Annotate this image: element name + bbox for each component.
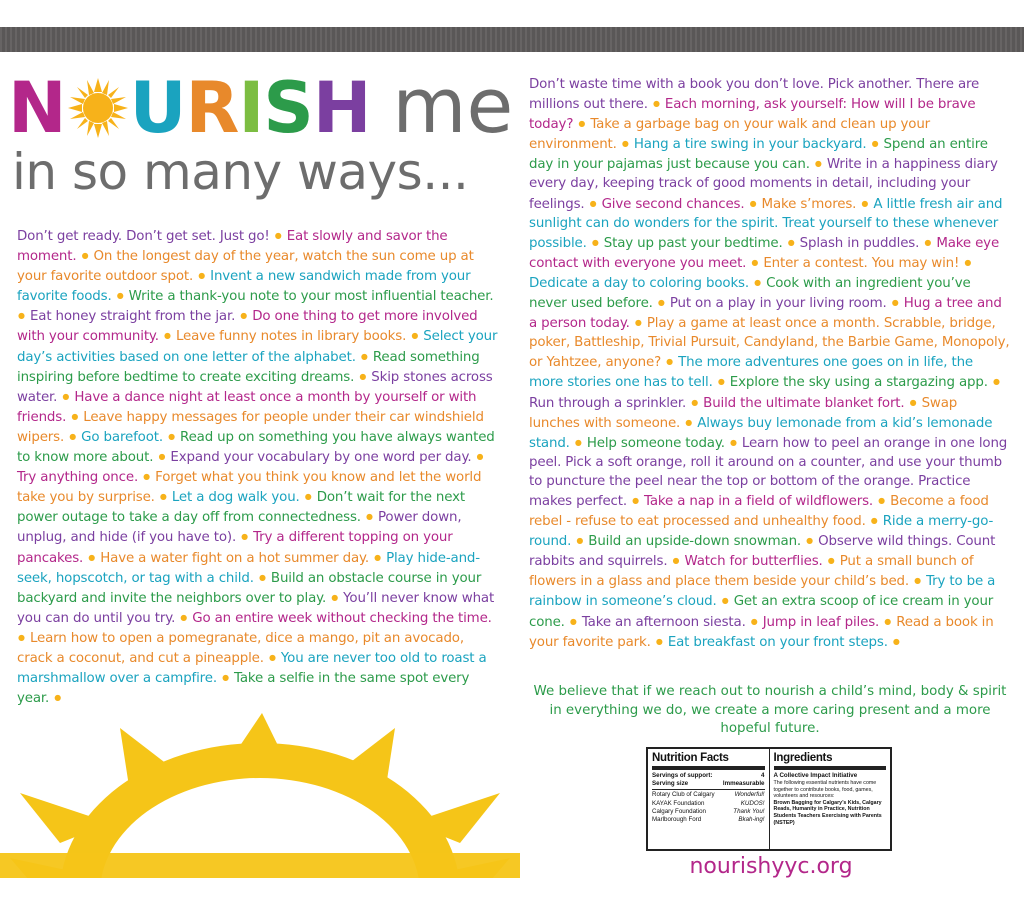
bullet-dot-icon: ● [814,159,822,169]
nutrition-facts-box [646,747,892,851]
nutrition-row-value: Wonderful! [734,791,765,799]
bullet-dot-icon: ● [750,616,758,626]
tip-item: Watch for butterflies. [684,554,823,570]
closing-statement: We believe that if we reach out to nourish a child’s mind, body & spirit in everything we do, we create a more caring present and a more hopeful future. [533,684,1007,736]
tip-item: Expand your vocabulary by one word per day. [170,450,472,466]
nutrition-row-label: Servings of support: [652,772,713,779]
tip-item: Become a food rebel - refuse to eat processed and unhealthy food. [529,493,989,530]
bullet-dot-icon: ● [861,198,869,208]
bullet-dot-icon: ● [749,198,757,208]
tip-item: Don’t wait for the next power outage to take a day off from connectedness. [17,490,465,526]
tip-item: Leave funny notes in library books. [175,329,407,345]
bullet-dot-icon: ● [574,437,582,447]
bullet-dot-icon: ● [143,472,151,482]
bullet-dot-icon: ● [891,298,899,308]
tip-item: Spend an entire day in your pajamas just because you can. [529,137,988,173]
logo-letter-h: H [312,67,371,149]
logo-letter-r: R [185,67,239,149]
bullet-dot-icon: ● [268,652,276,662]
tip-item: You are never too old to roast a marshmallow over a campfire. [17,650,487,687]
bullet-dot-icon: ● [258,572,266,582]
bullet-dot-icon: ● [884,616,892,626]
bullet-dot-icon: ● [116,291,124,301]
website-url: nourishyyc.org [689,854,853,879]
tip-item: Try to be a rainbow in someone’s cloud. [529,574,996,610]
tip-item: Have a water fight on a hot summer day. [100,550,369,566]
tip-item: Play a game at least once a month. Scrabble, bridge, poker, Battleship, Trivial Pursuit, Candyland, the Barbie Game, Monopoly, or Yahtzee, anyone? [529,316,1010,371]
tip-item: Observe wild things. Count rabbits and squirrels. [529,534,996,570]
bullet-dot-icon: ● [721,596,729,606]
tip-item: Write a thank-you note to your most influential teacher. [128,289,494,305]
bullet-dot-icon: ● [359,371,367,381]
tip-item: Read something inspiring before bedtime to create exciting dreams. [17,349,480,385]
nourish-logo [8,61,514,150]
bullet-dot-icon: ● [366,512,373,522]
tip-item: Jump in leaf piles. [762,614,880,630]
tip-item: Take a nap in a field of wildflowers. [644,493,874,509]
bullet-dot-icon: ● [222,673,229,683]
tip-item: Select your day’s activities based on one letter of the alphabet. [17,329,498,365]
ingredients-panel [769,749,891,849]
nutrition-row-value: KUDOS! [740,799,765,807]
bullet-dot-icon: ● [787,237,795,247]
bullet-dot-icon: ● [657,298,665,308]
bullet-dot-icon: ● [374,552,381,562]
bullet-dot-icon: ● [878,495,885,505]
ingredients-list: Brown Bagging for Calgary’s Kids, Calgary Reads, Humanity in Practice, Nutrition Students Teachers Exercising with Parents (NSTEP) [773,799,882,826]
large-sun-illustration [0,708,520,893]
tip-item: Give second chances. [601,196,745,212]
tip-item: Eat honey straight from the jar. [29,309,236,325]
bullet-dot-icon: ● [360,351,368,361]
bullet-dot-icon: ● [164,331,171,341]
bullet-dot-icon: ● [18,632,25,642]
bullet-dot-icon: ● [634,318,642,328]
nutrition-row [652,800,765,808]
tip-item: Don’t waste time with a book you don’t love. Pick another. There are millions out there. [529,77,980,113]
nutrition-row-label: Serving size [652,780,689,788]
nutrition-row-label: Rotary Club of Calgary [652,791,715,799]
bullet-dot-icon: ● [576,536,584,546]
nutrition-facts-title: Nutrition Facts [652,752,765,770]
bullet-dot-icon: ● [62,391,70,401]
bullet-dot-icon: ● [241,532,249,542]
nutrition-row [652,816,765,824]
bullet-dot-icon: ● [589,198,597,208]
tip-item: Go an entire week without checking the time. [192,610,492,626]
nutrition-row-label: Marlborough Ford [652,816,702,824]
bullet-dot-icon: ● [18,311,25,321]
nutrition-row-value: Thank You! [733,807,765,815]
bullet-dot-icon: ● [827,556,835,566]
bullet-dot-icon: ● [88,552,96,562]
tip-item: Invent a new sandwich made from your favorite foods. [17,269,471,305]
bullet-dot-icon: ● [578,119,586,129]
tip-item: Stay up past your bedtime. [603,235,783,251]
tip-item: Take a selfie in the same spot every year. [17,671,470,707]
bullet-dot-icon: ● [806,536,813,546]
tip-item: Make s’mores. [761,196,857,212]
bullet-dot-icon: ● [180,612,188,622]
tip-item: Eat slowly and savor the moment. [17,229,448,265]
bullet-dot-icon: ● [751,257,759,267]
tip-item: Splash in puddles. [799,235,920,251]
tip-item: Build the ultimate blanket fort. [703,395,905,411]
tip-item: On the longest day of the year, watch the sun come up at your favorite outdoor spot. [17,249,474,285]
nutrition-row [652,772,765,780]
tip-item: Write in a happiness diary every day, keeping track of good moments in detail, including your feelings. [529,157,998,212]
tip-item: Explore the sky using a stargazing app. [729,375,988,391]
bullet-dot-icon: ● [304,492,312,502]
bullet-dot-icon: ● [168,431,175,441]
tip-item: Learn how to open a pomegranate, dice a mango, pit an avocado, crack a coconut, and cut a pineapple. [17,630,464,666]
sun-icon [68,74,128,134]
bullet-dot-icon: ● [754,277,761,287]
bullet-dot-icon: ● [870,516,878,526]
nutrition-row [652,780,765,788]
tip-item: Try anything once. [17,470,139,486]
bullet-dot-icon: ● [964,257,972,267]
bullet-dot-icon: ● [71,411,79,421]
bullet-dot-icon: ● [871,139,879,149]
top-banner-bar [0,27,1024,52]
tip-item: Make eye contact with everyone you meet. [529,235,1000,271]
tip-item: The more adventures one goes on in life, the more stories one has to tell. [529,355,974,391]
ingredients-subtitle: A Collective Impact Initiative [773,772,858,779]
tip-item: Help someone today. [586,435,725,451]
bullet-dot-icon: ● [476,452,484,462]
ingredients-text: The following essential nutrients have come together to contribute books, food, games, volunteers and resources: [773,780,877,800]
bullet-dot-icon: ● [240,311,248,321]
tip-item: Try a different topping on your pancakes. [17,530,453,566]
bullet-dot-icon: ● [158,452,166,462]
bullet-dot-icon: ● [331,592,339,602]
bullet-dot-icon: ● [652,99,660,109]
bullet-dot-icon: ● [411,331,419,341]
nutrition-row-value: 4 [761,772,765,779]
tip-item: Hug a tree and a person today. [529,296,1002,332]
tip-item: Do one thing to get more involved with your community. [17,309,478,345]
left-tips-column [17,226,503,708]
tip-item: Read up on something you have always wanted to know more about. [17,429,495,466]
bullet-dot-icon: ● [924,237,932,247]
bullet-dot-icon: ● [159,492,167,502]
tip-item: Eat breakfast on your front steps. [667,634,888,650]
bullet-dot-icon: ● [691,397,699,407]
bullet-dot-icon: ● [655,636,663,646]
bullet-dot-icon: ● [892,636,900,646]
bullet-dot-icon: ● [729,437,737,447]
bullet-dot-icon: ● [672,556,680,566]
bullet-dot-icon: ● [69,431,77,441]
bullet-dot-icon: ● [621,139,629,149]
logo-letter-n: N [8,67,66,149]
bullet-dot-icon: ● [666,357,673,367]
tip-item: Dedicate a day to coloring books. [529,275,749,291]
tip-item: Have a dance night at least once a month by yourself or with friends. [17,389,477,425]
ingredients-title: Ingredients [774,752,887,770]
nutrition-row [652,808,765,816]
bullet-dot-icon: ● [569,616,577,626]
tip-item: Go barefoot. [81,429,163,445]
nutrition-divider [652,789,765,790]
tip-item: Read a book in your favorite park. [529,614,994,650]
nutrition-row [652,791,765,799]
tip-item: Take a garbage bag on your walk and clean up your environment. [529,117,931,153]
bullet-dot-icon: ● [914,576,921,586]
tip-item: Leave happy messages for people under their car windshield wipers. [17,409,484,445]
bullet-dot-icon: ● [274,231,282,240]
tip-item: Each morning, ask yourself: How will I be brave today? [529,97,976,133]
bullet-dot-icon: ● [591,237,599,247]
nutrition-row-label: Calgary Foundation [652,807,707,815]
bullet-dot-icon: ● [992,377,1000,387]
bullet-dot-icon: ● [632,495,639,505]
tip-item: Forget what you think you know and let the world take you by surprise. [17,470,482,506]
tip-item: Put on a play in your living room. [669,296,887,312]
tip-item: Let a dog walk you. [171,490,300,506]
bullet-dot-icon: ● [198,271,206,281]
tip-item: A little fresh air and sunlight can do wonders for the spirit. Treat yourself to these whenever possible. [529,196,1003,251]
tip-item: Hang a tire swing in your backyard. [633,137,867,153]
bullet-dot-icon: ● [54,693,62,703]
tip-item: Run through a sprinkler. [529,395,687,411]
tip-item: Skip stones across water. [17,369,493,405]
logo-letter-u: U [129,67,186,149]
bullet-dot-icon: ● [81,251,89,261]
right-tips-column [529,75,1011,652]
logo-letter-s: S [263,67,313,149]
nutrition-row-label: KAYAK Foundation [652,799,705,807]
tip-item: Play hide-and-seek, hopscotch, or tag with a child. [17,550,480,586]
bullet-dot-icon: ● [717,377,725,387]
nutrition-row-value: Immeasurable [722,780,765,788]
logo-letter-i: I [238,67,264,149]
tip-item: Get an extra scoop of ice cream in your cone. [529,594,994,630]
tip-item: Learn how to peel an orange in one long peel. Pick a soft orange, roll it around on a counter, and use your thumb to puncture the peel near the top or bottom of the orange. Practice makes perfect. [529,435,1008,509]
tip-item: Don’t get ready. Don’t get set. Just go! [17,229,270,244]
tip-item: Swap lunches with someone. [529,395,958,431]
tagline: in so many ways... [12,143,469,201]
nutrition-facts-panel [648,749,769,849]
bullet-dot-icon: ● [685,417,693,427]
tip-item: Take an afternoon siesta. [581,614,746,630]
tip-item: Put a small bunch of flowers in a glass and place them beside your child’s bed. [529,554,974,590]
tip-item: Enter a contest. You may win! [763,255,960,271]
tip-item: Build an upside-down snowman. [588,534,802,550]
tip-item: Build an obstacle course in your backyard and invite the neighbors over to play. [17,570,482,606]
tip-item: You’ll never know what you can do until you try. [17,590,495,626]
tip-item: Cook with an ingredient you’ve never used before. [529,275,971,312]
tip-item: Always buy lemonade from a kid’s lemonade stand. [529,415,993,451]
bullet-dot-icon: ● [909,397,917,407]
logo-me: me [392,61,514,150]
nutrition-row-value: Bkah-ing! [738,816,765,824]
tip-item: Power down, unplug, and hide (if you have to). [17,510,462,546]
tip-item: Ride a merry-go-round. [529,514,994,550]
